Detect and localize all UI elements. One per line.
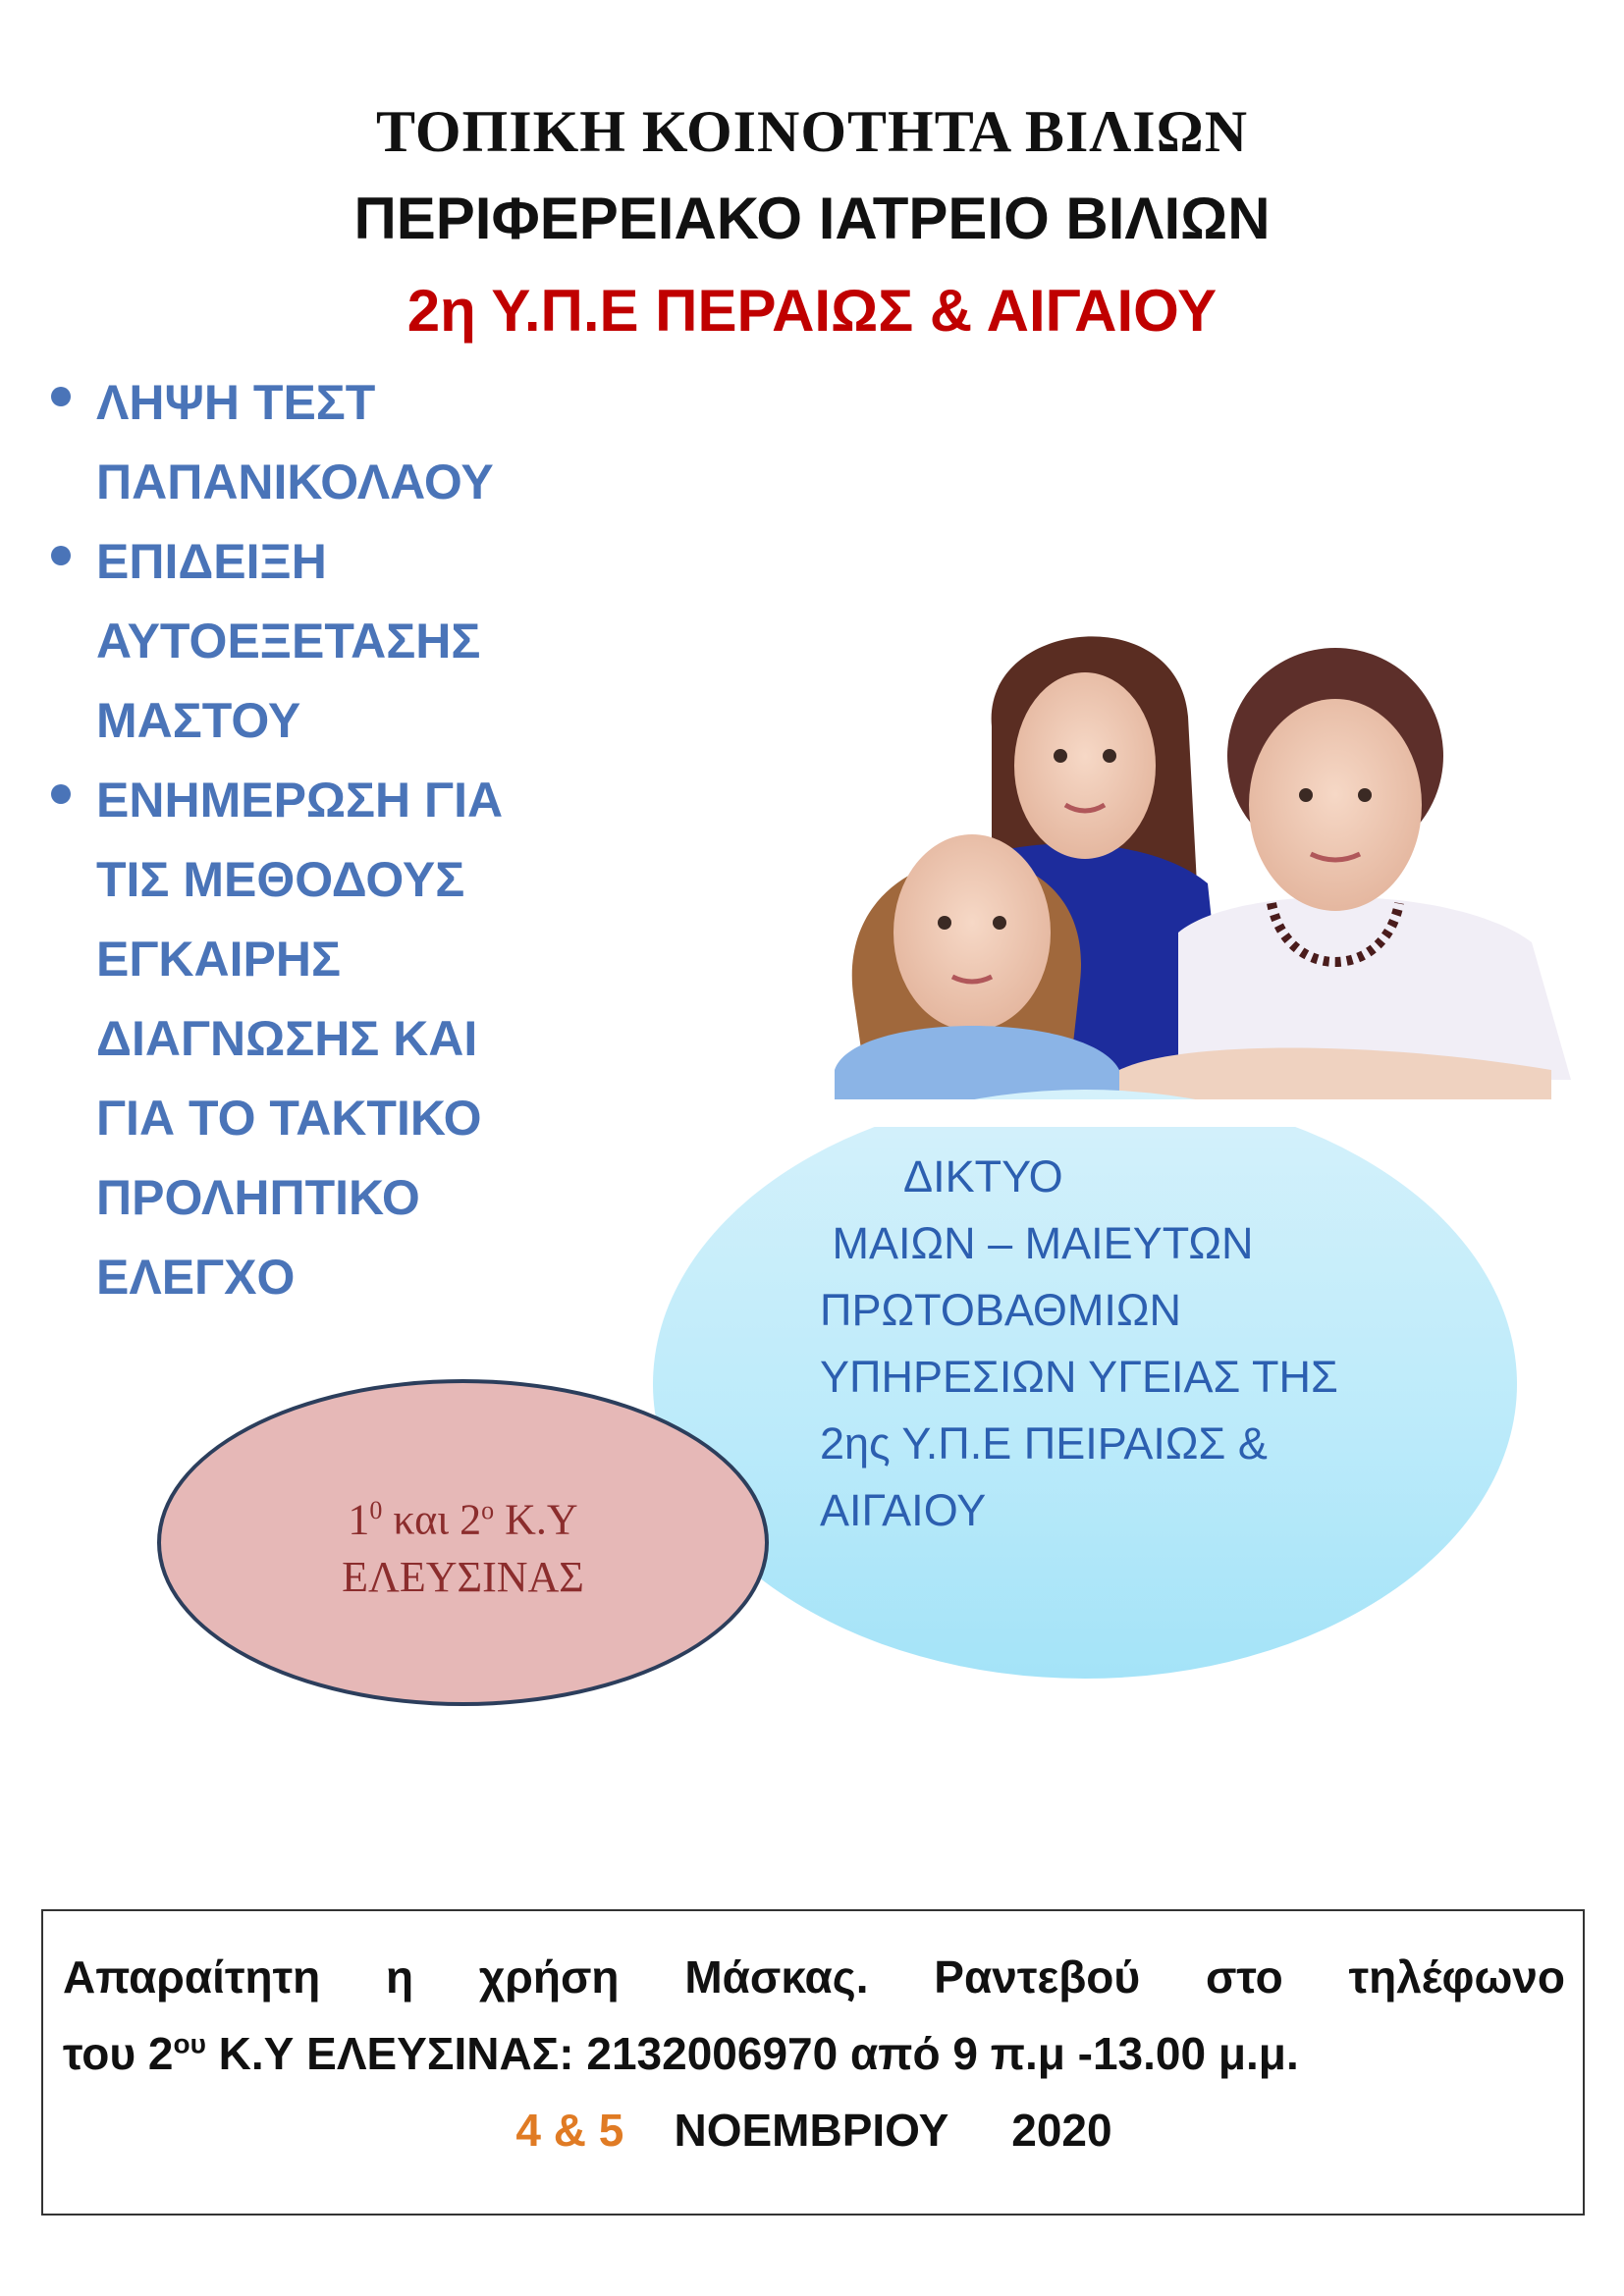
region-title: 2η Υ.Π.Ε ΠΕΡΑΙΩΣ & ΑΙΓΑΙΟΥ	[406, 278, 1218, 344]
services-list	[49, 363, 599, 1317]
event-month: ΝΟΕΜΒΡΙΟΥ	[674, 2105, 949, 2156]
notice-line1: Απαραίτητη η χρήση Μάσκας. Ραντεβού στο τηλέφωνο	[63, 1951, 1565, 2002]
notice-box	[41, 1909, 1585, 2216]
event-date	[63, 2104, 1565, 2157]
service-item	[49, 761, 599, 1317]
bullet-icon	[51, 387, 71, 406]
bullet-icon	[51, 784, 71, 804]
service-item	[49, 363, 599, 522]
family-photo	[825, 609, 1571, 1119]
notice-line2: του $2^{o\upsilon}$ Κ.Υ ΕΛΕΥΣΙΝΑΣ: 2132006970 από 9 π.μ -13.00 μ.μ.	[63, 2028, 1299, 2079]
service-text: ΛΗΨΗ ΤΕΣΤ ΠΑΠΑΝΙΚΟΛΑΟΥ	[96, 375, 494, 509]
event-days: 4 & 5	[515, 2105, 624, 2156]
photo-base-strip	[825, 1099, 1551, 1127]
service-text: ΕΠΙΔΕΙΞΗ ΑΥΤΟΕΞΕΤΑΣΗΣ ΜΑΣΤΟΥ	[96, 534, 481, 748]
clinic-title: ΠΕΡΙΦΕΡΕΙΑΚΟ ΙΑΤΡΕΙΟ ΒΙΛΙΩΝ	[353, 186, 1271, 251]
health-center-line2: ΕΛΕΥΣΙΝΑΣ	[342, 1552, 584, 1601]
service-item	[49, 522, 599, 761]
health-center-text	[157, 1482, 769, 1606]
bullet-icon	[51, 546, 71, 565]
service-text: ΕΝΗΜΕΡΩΣΗ ΓΙΑ ΤΙΣ ΜΕΘΟΔΟΥΣ ΕΓΚΑΙΡΗΣ ΔΙΑΓΝΩΣΗΣ ΚΑΙ ΓΙΑ ΤΟ ΤΑΚΤΙΚΟ ΠΡΟΛΗΠΤΙΚΟ ΕΛΕΓΧΟ	[96, 773, 504, 1305]
health-center-line1: $1^0$ και $2^o$ Κ.Υ	[348, 1495, 578, 1544]
event-year: 2020	[1011, 2105, 1112, 2156]
network-text: ΔΙΚΤΥΟ ΜΑΙΩΝ – ΜΑΙΕΥΤΩΝ ΠΡΩΤΟΒΑΘΜΙΩΝ ΥΠΗΡΕΣΙΩΝ ΥΓΕΙΑΣ ΤΗΣ 2ης Υ.Π.Ε ΠΕΙΡΑΙΩΣ & ΑΙΓΑΙΟΥ	[820, 1151, 1338, 1535]
community-title: ΤΟΠΙΚΗ ΚΟΙΝΟΤΗΤΑ ΒΙΛΙΩΝ	[375, 99, 1249, 164]
